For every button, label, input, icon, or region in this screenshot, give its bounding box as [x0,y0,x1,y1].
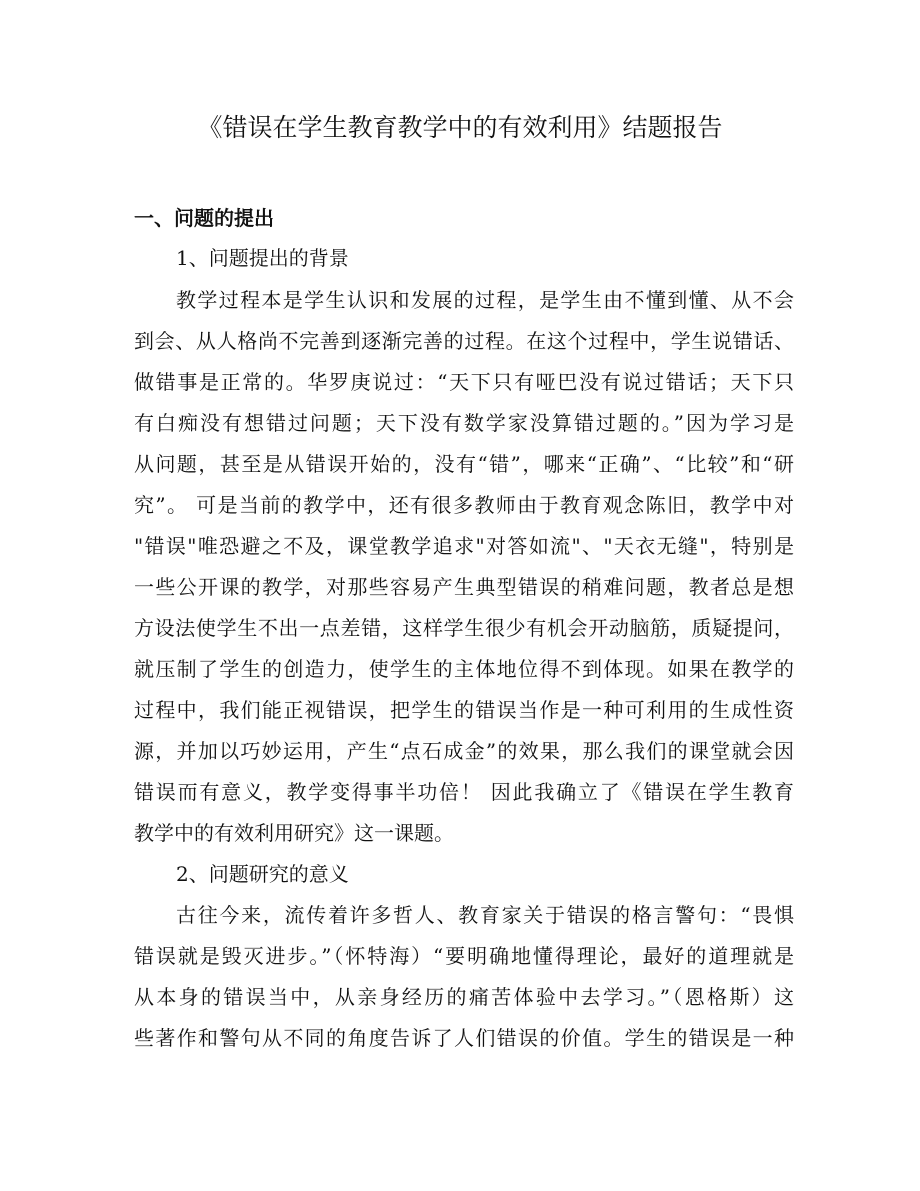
paragraph-line: 教学过程本是学生认识和发展的过程，是学生由不懂到懂、从不会 [176,288,794,312]
paragraph-line: 到会、从人格尚不完善到逐渐完善的过程。在这个过程中，学生说错话、 [134,329,794,353]
subsection-heading-significance: 2、问题研究的意义 [176,862,349,886]
paragraph-line: 一些公开课的教学，对那些容易产生典型错误的稍难问题，教者总是想 [134,575,794,599]
paragraph-line: "错误"唯恐避之不及，课堂教学追求"对答如流"、"天衣无缝"，特别是 [134,534,794,558]
paragraph-line: 究”。 可是当前的教学中，还有很多教师由于教育观念陈旧，教学中对 [134,493,794,517]
subsection-heading-background: 1、问题提出的背景 [176,246,349,270]
paragraph-line: 错误而有意义，教学变得事半功倍！ 因此我确立了《错误在学生教育 [134,780,794,804]
paragraph-line: 过程中，我们能正视错误，把学生的错误当作是一种可利用的生成性资 [134,698,794,722]
paragraph-line: 从问题，甚至是从错误开始的，没有“错”，哪来“正确”、“比较”和“研 [134,452,794,476]
paragraph-line: 从本身的错误当中，从亲身经历的痛苦体验中去学习。”（恩格斯）这 [134,985,794,1009]
paragraph-line: 方设法使学生不出一点差错，这样学生很少有机会开动脑筋，质疑提问， [134,616,794,640]
paragraph-line: 有白痴没有想错过问题；天下没有数学家没算错过题的。”因为学习是 [134,411,794,435]
paragraph-line: 源，并加以巧妙运用，产生“点石成金”的效果，那么我们的课堂就会因 [134,739,794,763]
section-heading-problem: 一、问题的提出 [134,206,274,230]
paragraph-line: 做错事是正常的。华罗庚说过：“天下只有哑巴没有说过错话；天下只 [134,370,794,394]
document-title: 《错误在学生教育教学中的有效利用》结题报告 [197,113,723,142]
paragraph-line: 古往今来，流传着许多哲人、教育家关于错误的格言警句：“畏惧 [176,903,794,927]
paragraph-line: 教学中的有效利用研究》这一课题。 [134,821,454,845]
paragraph-line: 就压制了学生的创造力，使学生的主体地位得不到体现。如果在教学的 [134,657,794,681]
paragraph-line: 错误就是毁灭进步。”（怀特海）“要明确地懂得理论，最好的道理就是 [134,944,794,968]
paragraph-line: 些著作和警句从不同的角度告诉了人们错误的价值。学生的错误是一种 [134,1026,794,1050]
